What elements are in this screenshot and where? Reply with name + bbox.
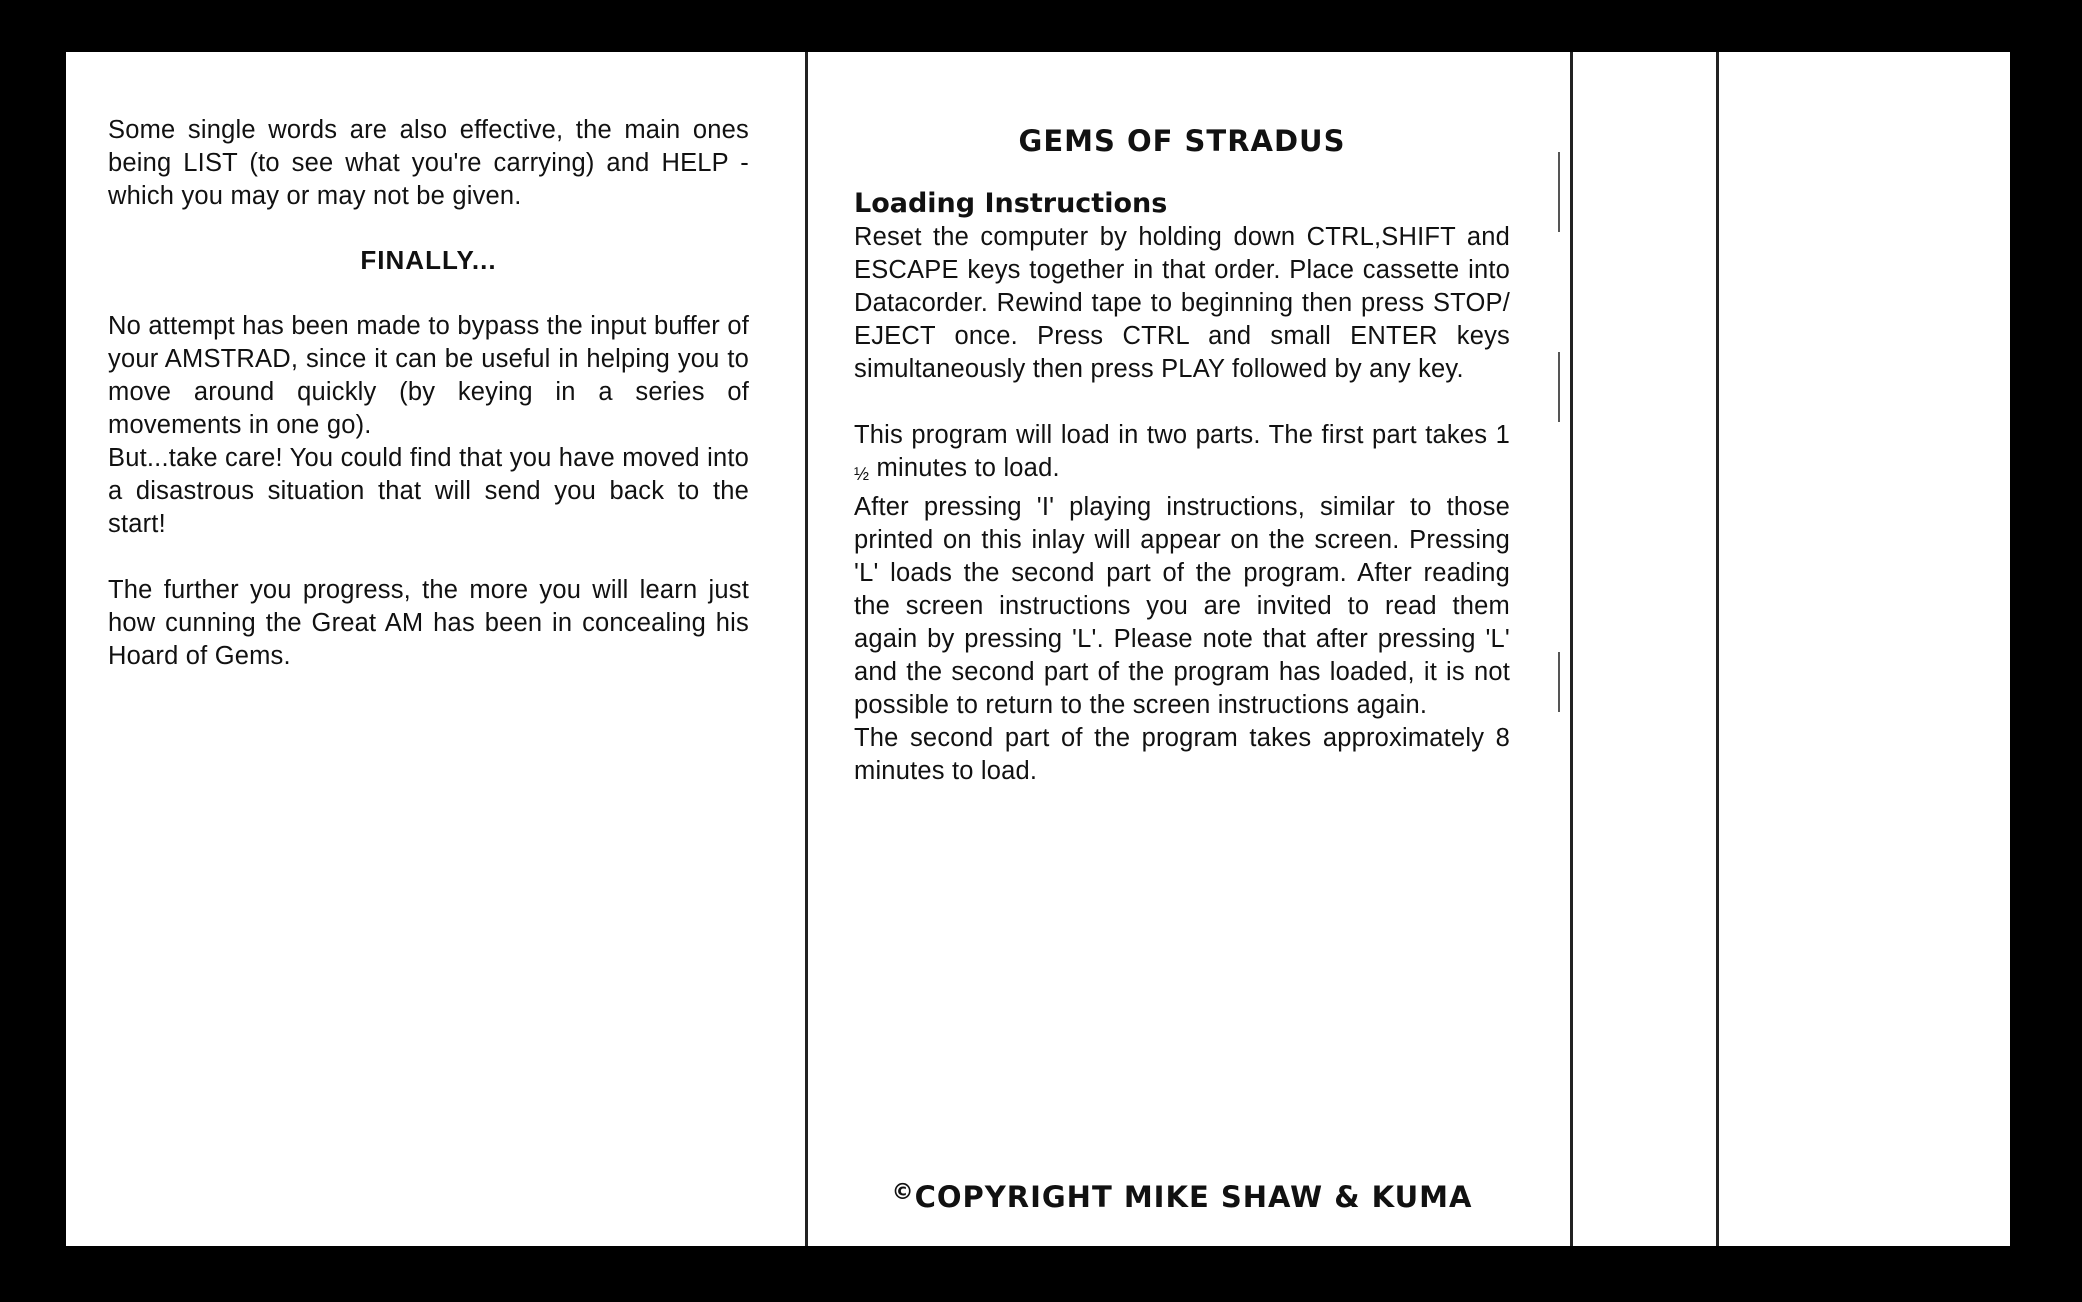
- spacer: [108, 541, 749, 574]
- finally-heading: FINALLY...: [360, 245, 497, 275]
- left-paragraph-1: Some single words are also effective, the main ones being LIST (to see what you're carrying) and HELP - which you may or may not be given.: [108, 116, 749, 210]
- fold-mark: [1558, 652, 1560, 712]
- center-paragraph-1: Reset the computer by holding down CTRL,SHIFT and ESCAPE keys together in that order. Place cassette into Datacorder. Rewind tape to beginning then press STOP/ EJECT once. Press CTRL and small ENTER keys simultaneously then press PLAY followed by any key.: [854, 223, 1510, 383]
- load-time-text: This program will load in two parts. The first part takes 1: [854, 421, 1510, 449]
- loading-instructions-heading: Loading Instructions: [854, 188, 1168, 219]
- center-panel: [808, 52, 1573, 1246]
- left-paragraph-4: The further you progress, the more you will learn just how cunning the Great AM has been in concealing his Hoard of Gems.: [108, 576, 749, 670]
- load-time-text-end: minutes to load.: [876, 454, 1060, 482]
- copyright-text: COPYRIGHT MIKE SHAW & KUMA: [914, 1180, 1473, 1214]
- center-paragraph-4: The second part of the program takes approximately 8 minutes to load.: [854, 724, 1510, 785]
- center-paragraph-3: After pressing 'I' playing instructions, similar to those printed on this inlay will appear on the screen. Pressing 'L' loads the second part of the program. After reading the screen instructions you are invited to read them again by pressing 'L'. Please note that after pressing 'L' and the second part of the program has loaded, it is not possible to return to the screen instructions again.: [854, 493, 1510, 719]
- game-title: GEMS OF STRADUS: [1018, 124, 1346, 158]
- cassette-inlay: [66, 52, 2010, 1246]
- left-paragraph-2: No attempt has been made to bypass the input buffer of your AMSTRAD, since it can be useful in helping you to move around quickly (by keying in a series of movements in one go).: [108, 312, 749, 439]
- spine-panel: [1573, 52, 1719, 1246]
- load-time-fraction: ½: [854, 464, 870, 484]
- copyright-symbol: ©: [891, 1180, 915, 1205]
- left-panel: [66, 52, 808, 1246]
- copyright-notice: [854, 1180, 1510, 1214]
- fold-mark: [1558, 152, 1560, 232]
- left-paragraph-3: But...take care! You could find that you have moved into a disastrous situation that will send you back to the start!: [108, 444, 749, 538]
- flap-panel: [1719, 52, 2010, 1246]
- center-paragraph-2: [854, 419, 1510, 491]
- fold-mark: [1558, 352, 1560, 422]
- spacer: [854, 386, 1510, 419]
